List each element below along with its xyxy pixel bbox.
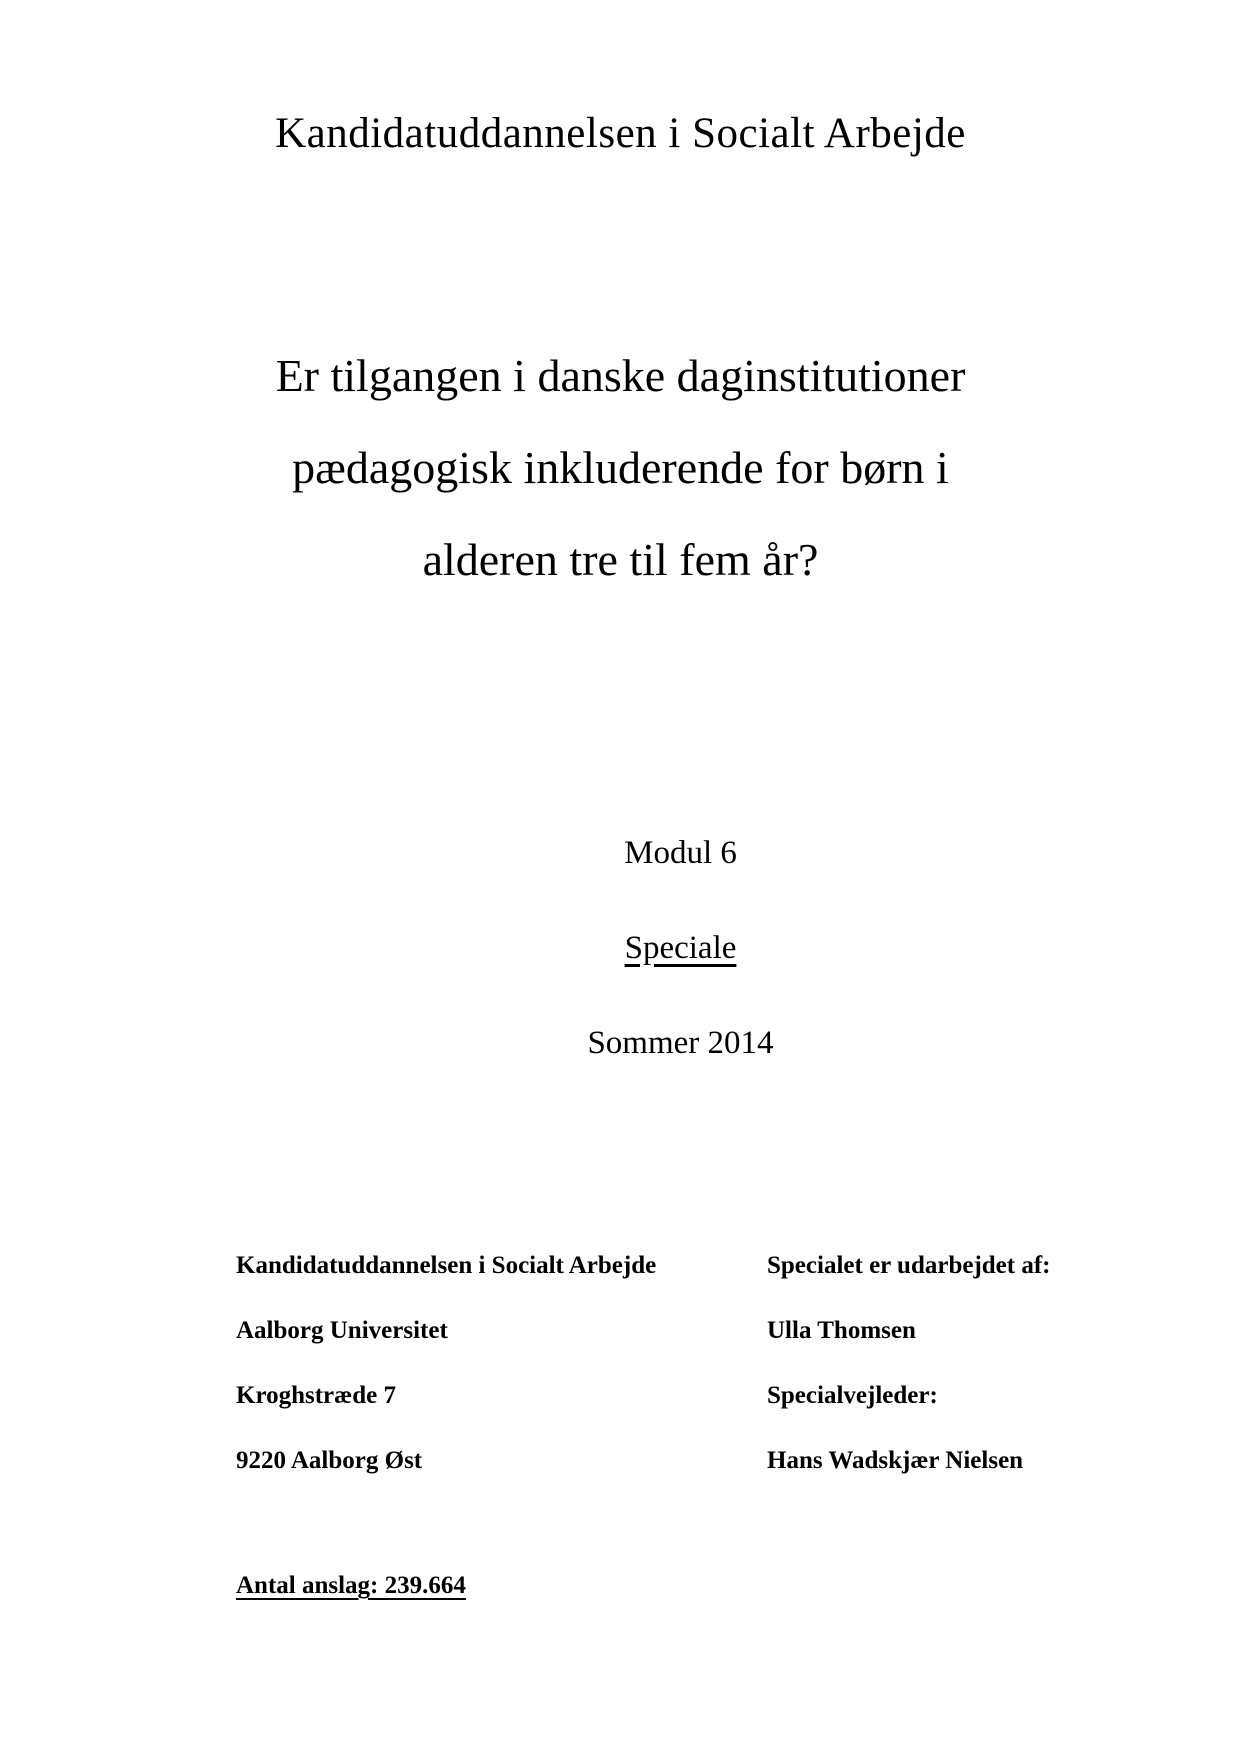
thesis-type-label: Speciale bbox=[624, 930, 737, 966]
institution-programme: Kandidatuddannelsen i Socialt Arbejde bbox=[236, 1252, 657, 1279]
main-title-line-1: Er tilgangen i danske daginstitutioner bbox=[275, 350, 966, 401]
author-name: Ulla Thomsen bbox=[767, 1317, 916, 1344]
footer-row-2 bbox=[236, 1317, 1161, 1382]
author-label: Specialet er udarbejdet af: bbox=[767, 1252, 1051, 1279]
module-block bbox=[120, 832, 1241, 1117]
main-title bbox=[0, 330, 1241, 606]
footer-row-3 bbox=[236, 1382, 1161, 1447]
supervisor-label: Specialvejleder: bbox=[767, 1382, 938, 1409]
institution-street: Kroghstræde 7 bbox=[236, 1382, 396, 1409]
footer-row-4 bbox=[236, 1447, 1161, 1512]
footer-row-1 bbox=[236, 1252, 1161, 1317]
main-title-line-2: pædagogisk inkluderende for børn i bbox=[292, 442, 949, 493]
character-count: Antal anslag: 239.664 bbox=[236, 1572, 466, 1599]
footer-info-block bbox=[236, 1252, 1161, 1512]
supervisor-name: Hans Wadskjær Nielsen bbox=[767, 1447, 1024, 1474]
module-label: Modul 6 bbox=[624, 835, 737, 871]
institution-university: Aalborg Universitet bbox=[236, 1317, 448, 1344]
main-title-line-3: alderen tre til fem år? bbox=[422, 534, 819, 585]
institution-city: 9220 Aalborg Øst bbox=[236, 1447, 423, 1474]
term-label: Sommer 2014 bbox=[587, 1025, 774, 1061]
programme-title: Kandidatuddannelsen i Socialt Arbejde bbox=[275, 110, 966, 157]
